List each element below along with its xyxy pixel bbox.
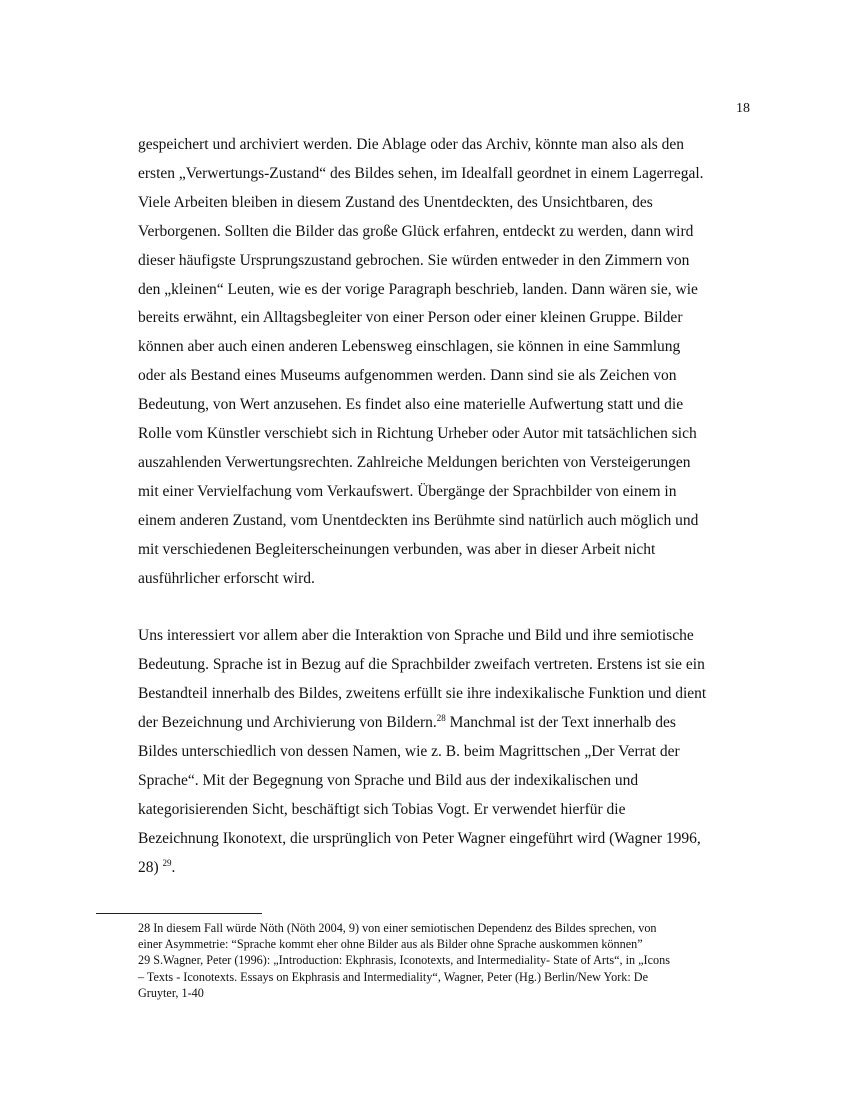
text-line: Uns interessiert vor allem aber die Interaktion von Sprache und Bild und ihre semiotische bbox=[138, 627, 694, 645]
text-line: den „kleinen“ Leuten, wie es der vorige Paragraph beschrieb, landen. Dann wären sie, wie bbox=[138, 280, 698, 298]
footnote-line: Gruyter, 1-40 bbox=[138, 985, 204, 1000]
text-line: Bestandteil innerhalb des Bildes, zweitens erfüllt sie ihre indexikalische Funktion und dient bbox=[138, 685, 707, 703]
text-line: Sprache“. Mit der Begegnung von Sprache und Bild aus der indexikalischen und bbox=[138, 771, 639, 789]
text-segment: der Bezeichnung und Archivierung von Bildern. bbox=[138, 714, 437, 732]
footnote-divider bbox=[96, 913, 262, 914]
text-line bbox=[138, 709, 754, 738]
text-segment: 28) bbox=[138, 858, 163, 876]
text-line: Viele Arbeiten bleiben in diesem Zustand des Unentdeckten, des Unsichtbaren, des bbox=[138, 193, 653, 211]
text-line: Bedeutung, von Wert anzusehen. Es findet also eine materielle Aufwertung statt und die bbox=[138, 396, 684, 414]
footnotes bbox=[138, 920, 754, 1001]
footnote-line: einer Asymmetrie: “Sprache kommt eher ohne Bilder aus als Bilder ohne Sprache auskommen können” bbox=[138, 937, 643, 952]
text-line: auszahlenden Verwertungsrechten. Zahlreiche Meldungen berichten von Versteigerungen bbox=[138, 453, 691, 471]
text-line: ersten „Verwertungs-Zustand“ des Bildes sehen, im Idealfall geordnet in einem Lagerregal. bbox=[138, 164, 704, 182]
footnote-line: 28 In diesem Fall würde Nöth (Nöth 2004, 9) von einer semiotischen Dependenz des Bildes sprechen, von bbox=[138, 921, 657, 935]
text-line: einem anderen Zustand, vom Unentdeckten ins Berühmte sind natürlich auch möglich und bbox=[138, 511, 699, 529]
text-line: mit verschiedenen Begleiterscheinungen verbunden, was aber in dieser Arbeit nicht bbox=[138, 540, 656, 558]
text-line: Bedeutung. Sprache ist in Bezug auf die Sprachbilder zweifach vertreten. Erstens ist sie ein bbox=[138, 656, 705, 674]
footnote-line: 29 S.Wagner, Peter (1996): „Introduction: Ekphrasis, Iconotexts, and Intermediality- State of Arts“, in „Icons bbox=[138, 953, 670, 968]
text-line: dieser häufigste Ursprungszustand gebrochen. Sie würden entweder in den Zimmern von bbox=[138, 251, 690, 269]
body-text bbox=[138, 131, 754, 883]
text-line: mit einer Vervielfachung vom Verkaufswert. Übergänge der Sprachbilder von einem in bbox=[138, 482, 677, 500]
text-line: Bezeichnung Ikonotext, die ursprünglich von Peter Wagner eingeführt wird (Wagner 1996, bbox=[138, 829, 701, 847]
text-line: kategorisierenden Sicht, beschäftigt sich Tobias Vogt. Er verwendet hierfür die bbox=[138, 800, 626, 818]
text-line: bereits erwähnt, ein Alltagsbegleiter von einer Person oder einer kleinen Gruppe. Bilder bbox=[138, 309, 683, 327]
text-line: Bildes unterschiedlich von dessen Namen, wie z. B. beim Magrittschen „Der Verrat der bbox=[138, 743, 680, 761]
text-segment: . bbox=[171, 858, 176, 876]
text-segment: Manchmal ist der Text innerhalb des bbox=[445, 714, 676, 732]
text-line: können aber auch einen anderen Lebensweg einschlagen, sie können in eine Sammlung bbox=[138, 338, 681, 356]
footnote-ref-28: 28 bbox=[436, 713, 446, 724]
text-line: gespeichert und archiviert werden. Die Ablage oder das Archiv, könnte man also als den bbox=[138, 136, 685, 153]
text-line: Verborgenen. Sollten die Bilder das große Glück erfahren, entdeckt zu werden, dann wird bbox=[138, 222, 694, 240]
footnote-line: – Texts - Iconotexts. Essays on Ekphrasis and Intermediality“, Wagner, Peter (Hg.) Berlin/New York: De bbox=[138, 969, 649, 984]
text-line: oder als Bestand eines Museums aufgenommen werden. Dann sind sie als Zeichen von bbox=[138, 367, 677, 385]
text-line bbox=[138, 854, 754, 883]
page-number: 18 bbox=[736, 101, 750, 116]
paragraph-2 bbox=[138, 622, 754, 882]
paragraph-1 bbox=[138, 131, 754, 594]
footnote-ref-29: 29 bbox=[162, 857, 172, 868]
footnote-29 bbox=[138, 952, 754, 1001]
text-line: Rolle vom Künstler verschiebt sich in Richtung Urheber oder Autor mit tatsächlichen sich bbox=[138, 425, 697, 443]
text-line: ausführlicher erforscht wird. bbox=[138, 569, 315, 587]
footnote-28 bbox=[138, 920, 754, 952]
